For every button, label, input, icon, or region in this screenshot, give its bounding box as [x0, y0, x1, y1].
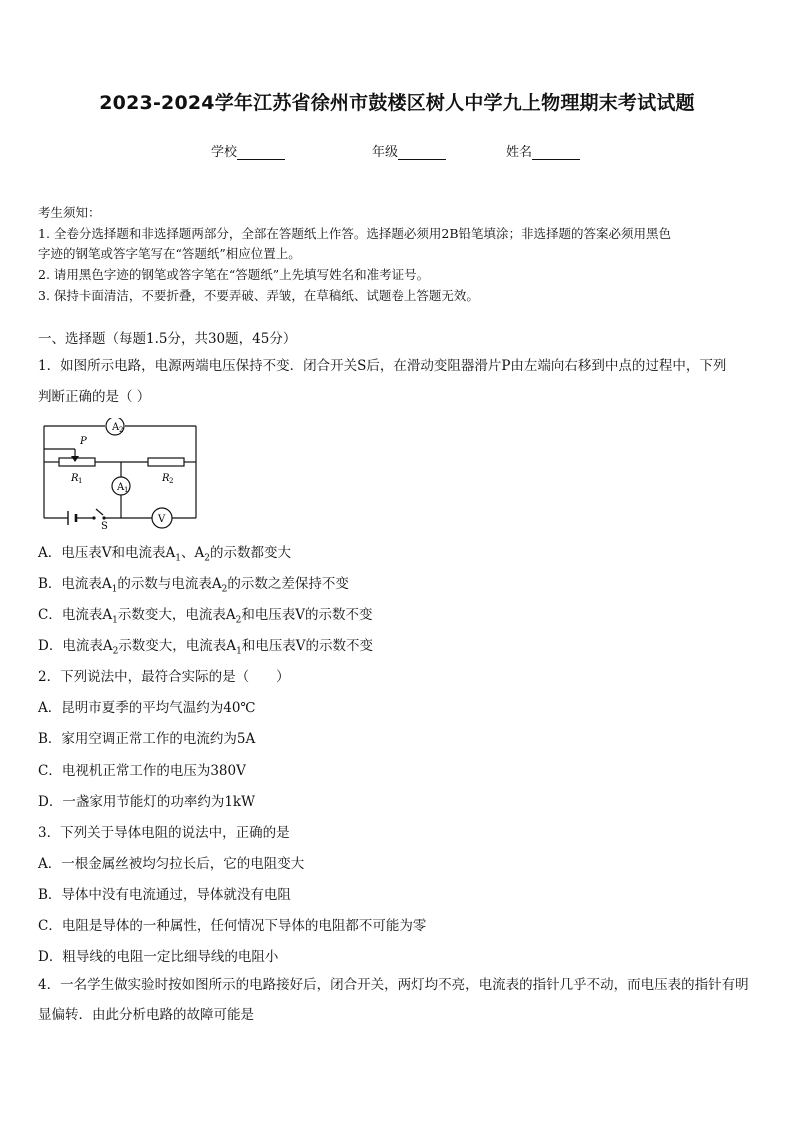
r1-sub: 1: [78, 477, 83, 485]
q2-option-d[interactable]: D．一盏家用节能灯的功率约为1kW: [38, 794, 255, 810]
note-line-2: 字迹的钢笔或答字笔写在“答题纸”相应位置上。: [38, 246, 301, 261]
r1-label: R: [71, 473, 79, 484]
q1-c-sub-1: 1: [112, 615, 118, 626]
q1-c-text-1: C．电流表A: [38, 607, 113, 623]
q1-b-sub-1: 1: [111, 584, 118, 595]
switch-s-label: S: [101, 521, 108, 530]
rheostat-r1: [59, 436, 95, 485]
r2-label: R: [162, 473, 170, 484]
q1-option-a[interactable]: [38, 541, 762, 564]
ammeter-a1-label: A: [117, 482, 125, 493]
q2-option-b[interactable]: B．家用空调正常工作的电流约为5A: [38, 731, 256, 747]
name-field: [506, 141, 580, 160]
q3-stem: 3．下列关于导体电阻的说法中，正确的是: [38, 825, 290, 841]
section-heading: 一、选择题（每题1.5分，共30题，45分）: [38, 331, 297, 347]
slider-p-label: P: [80, 436, 87, 447]
q3-option-c[interactable]: C．电阻是导体的一种属性，任何情况下导体的电阻都不可能为零: [38, 918, 427, 934]
q1-b-text-3: 的示数之差保持不变: [227, 576, 349, 592]
ammeter-a1: [112, 477, 130, 495]
ammeter-a2-sub: 2: [119, 426, 124, 434]
q1-b-sub-2: 2: [221, 584, 228, 595]
grade-blank: [398, 146, 446, 160]
q3-option-d[interactable]: D．粗导线的电阻一定比细导线的电阻小: [38, 949, 279, 965]
q1-c-text-3: 和电压表V的示数不变: [241, 607, 373, 623]
q1-c-text-2: 示数变大，电流表A: [117, 607, 236, 623]
q1-c-sub-2: 2: [235, 615, 242, 626]
q1-option-c[interactable]: [38, 603, 762, 626]
grade-field: [372, 141, 446, 160]
q1-a-text-1: A．电压表V和电流表A: [38, 545, 176, 561]
q1-d-text-1: D．电流表A: [38, 638, 113, 654]
q4-stem: 4．一名学生做实验时按如图所示的电路接好后，闭合开关，两灯均不亮，电流表的指针几乎不动，而电压表的指针有明显偏转．由此分析电路的故障可能是: [38, 977, 749, 1023]
q2-option-c[interactable]: C．电视机正常工作的电压为380V: [38, 763, 246, 779]
q3-option-a[interactable]: A．一根金属丝被均匀拉长后，它的电阻变大: [38, 856, 305, 872]
q1-a-text-3: 的示数都变大: [209, 545, 291, 561]
notes-heading: 考生须知：: [38, 205, 101, 220]
q1-d-text-3: 和电压表V的示数不变: [241, 638, 374, 654]
note-line-4: 3. 保持卡面清洁，不要折叠，不要弄破、弄皱，在草稿纸、试题卷上答题无效。: [38, 288, 479, 303]
q1-a-text-2: 、A: [180, 545, 205, 561]
q1-d-sub-2: 1: [236, 646, 242, 657]
ammeter-a2: [106, 418, 124, 435]
q1-d-sub-1: 2: [112, 646, 119, 657]
school-field: [211, 141, 285, 160]
ammeter-a2-label: A: [112, 422, 120, 433]
q1-circuit-diagram: [38, 418, 208, 530]
q1-option-b[interactable]: [38, 572, 762, 595]
q1-d-text-2: 示数变大，电流表A: [118, 638, 237, 654]
q1-option-d[interactable]: [38, 634, 762, 657]
note-line-3: 2. 请用黑色字迹的钢笔或答字笔在“答题纸”上先填写姓名和准考证号。: [38, 267, 430, 282]
q3-option-b[interactable]: B．导体中没有电流通过，导体就没有电阻: [38, 887, 291, 903]
q2-stem: 2．下列说法中，最符合实际的是（ ）: [38, 669, 290, 685]
q1-stem-line1: 1．如图所示电路，电源两端电压保持不变．闭合开关S后，在滑动变阻器滑片P由左端向右移到中点的过程中，下列: [38, 358, 727, 374]
q1-stem-line2: 判断正确的是（ ）: [38, 389, 151, 405]
ammeter-a1-sub: 1: [124, 486, 129, 494]
battery: [68, 511, 76, 525]
grade-label: 年级: [372, 145, 399, 160]
name-label: 姓名: [506, 145, 533, 160]
voltmeter-v: [152, 508, 172, 528]
page-title: 2023-2024学年江苏省徐州市鼓楼区树人中学九上物理期末考试试题: [99, 92, 695, 114]
voltmeter-v-label: V: [158, 514, 166, 525]
q1-b-text-1: B．电流表A: [38, 576, 112, 592]
q1-a-sub-1: 1: [175, 553, 181, 564]
r2-sub: 2: [169, 477, 174, 485]
q1-b-text-2: 的示数与电流表A: [117, 576, 222, 592]
q2-option-a[interactable]: A．昆明市夏季的平均气温约为40℃: [38, 700, 256, 716]
resistor-r2: [148, 458, 184, 485]
school-label: 学校: [211, 145, 238, 160]
school-blank: [237, 146, 285, 160]
name-blank: [532, 146, 580, 160]
note-line-1: 1. 全卷分选择题和非选择题两部分，全部在答题纸上作答。选择题必须用2B铅笔填涂；非选择题的答案必须用黑色: [38, 226, 672, 241]
q1-a-sub-2: 2: [204, 553, 210, 564]
